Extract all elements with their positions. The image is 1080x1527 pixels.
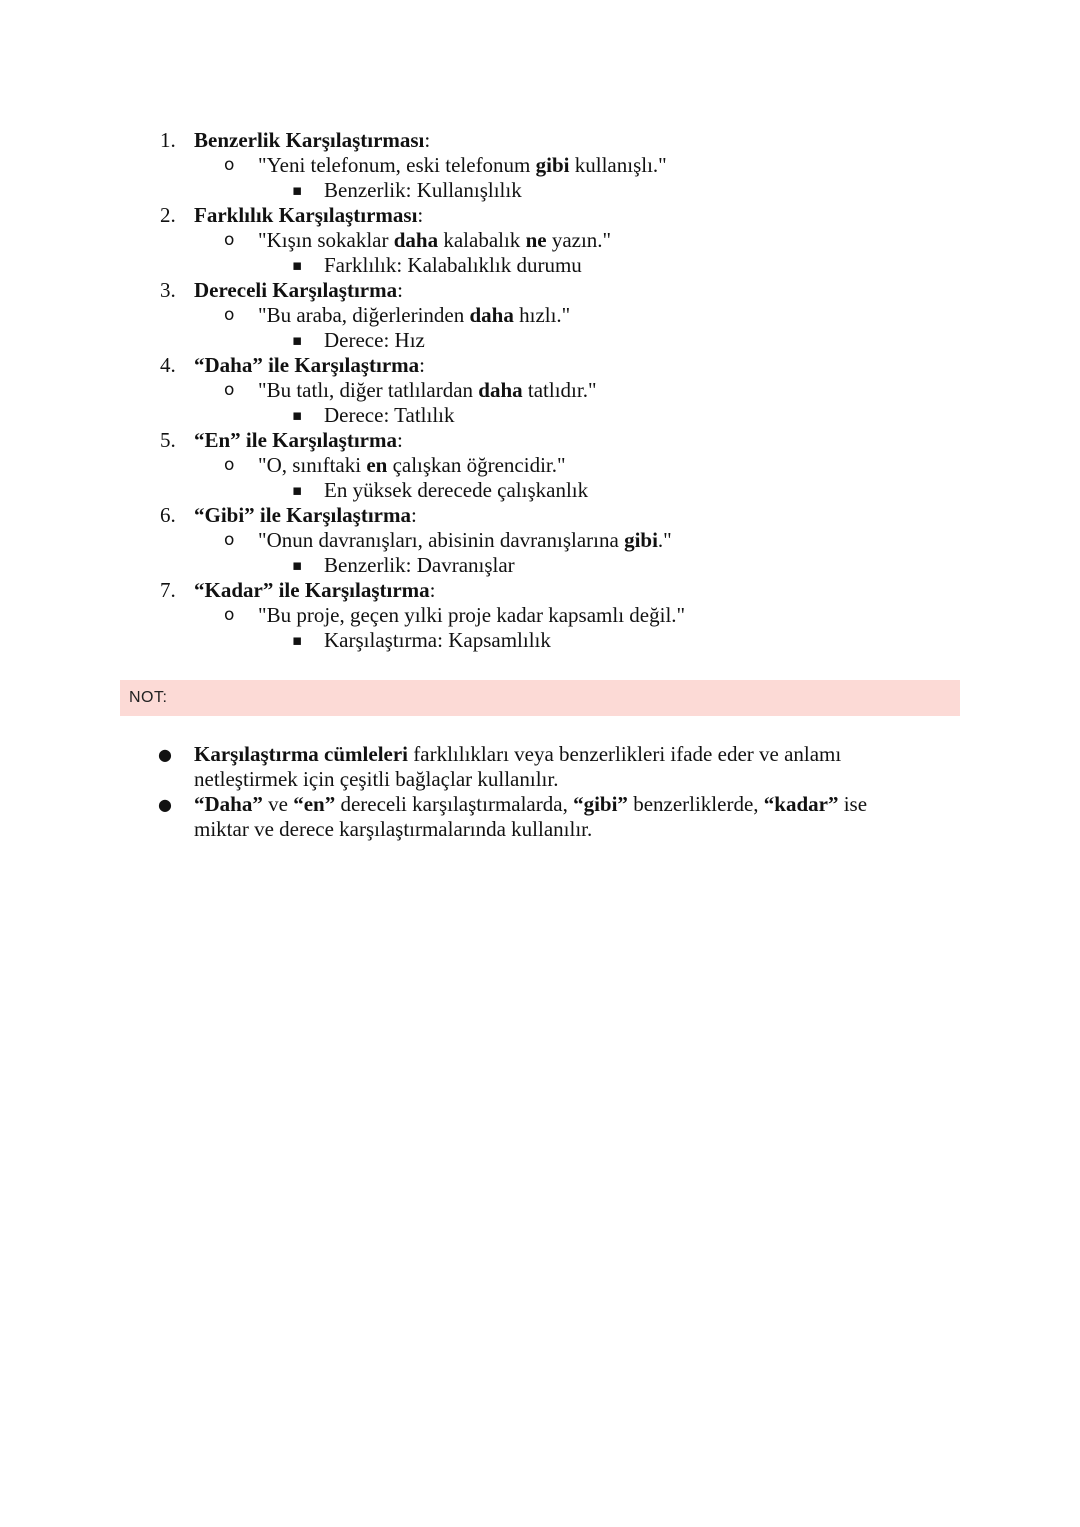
square-bullet-icon: ▪ (292, 256, 303, 274)
text-run: "Bu tatlı, diğer tatlılardan (258, 378, 479, 402)
example-detail (0, 178, 1080, 203)
list-item (0, 578, 1080, 603)
note-banner (120, 680, 960, 716)
bold-text: Farklılık Karşılaştırması (194, 203, 418, 227)
comparison-types-list (0, 128, 1080, 653)
item-heading (194, 203, 423, 228)
note-text (194, 792, 867, 817)
text-run: "Yeni telefonum, eski telefonum (258, 153, 536, 177)
item-number: 4. (160, 353, 176, 377)
list-item (0, 278, 1080, 303)
example-text (258, 603, 685, 628)
square-bullet-icon: ▪ (292, 331, 303, 349)
bold-text: “Gibi” ile Karşılaştırma (194, 503, 411, 527)
circle-bullet-icon: o (224, 230, 235, 250)
text-run: dereceli karşılaştırmalarda, (335, 792, 574, 816)
circle-bullet-icon: o (224, 530, 235, 550)
example-detail (0, 478, 1080, 503)
text-run: kalabalık (438, 228, 526, 252)
list-item (0, 128, 1080, 153)
example-detail (0, 328, 1080, 353)
example-sentence (0, 303, 1080, 328)
note-bullet-line (0, 742, 1080, 767)
item-heading (194, 428, 403, 453)
item-heading (194, 578, 435, 603)
example-sentence (0, 528, 1080, 553)
detail-text: Benzerlik: Kullanışlılık (324, 178, 522, 202)
example-text (258, 153, 667, 178)
example-text (258, 228, 611, 253)
example-sentence (0, 453, 1080, 478)
square-bullet-icon: ▪ (292, 181, 303, 199)
bold-text: en (366, 453, 388, 477)
item-heading (194, 278, 403, 303)
item-heading (194, 128, 430, 153)
detail-text: Derece: Tatlılık (324, 403, 455, 427)
text-run: ve (262, 792, 294, 816)
text-run: "Onun davranışları, abisinin davranışlarına (258, 528, 625, 552)
bold-text: daha (469, 303, 514, 327)
example-text (258, 528, 672, 553)
bold-text: Dereceli Karşılaştırma (194, 278, 398, 302)
disc-bullet-icon: ● (158, 795, 172, 814)
example-sentence (0, 378, 1080, 403)
text-run: ise (838, 792, 868, 816)
example-sentence (0, 603, 1080, 628)
text-run: "Bu proje, geçen yılki proje kadar kapsamlı değil." (258, 603, 686, 627)
circle-bullet-icon: o (224, 455, 235, 475)
detail-text: Derece: Hız (324, 328, 425, 352)
bold-text: daha (393, 228, 439, 252)
list-item (0, 203, 1080, 228)
bold-text: daha (478, 378, 523, 402)
note-bullet-line (0, 817, 1080, 842)
example-sentence (0, 153, 1080, 178)
text-run: : (397, 278, 403, 302)
item-number: 6. (160, 503, 176, 527)
bold-text: gibi (535, 153, 570, 177)
text-run: tatlıdır." (522, 378, 597, 402)
circle-bullet-icon: o (224, 155, 235, 175)
bold-text: ne (525, 228, 547, 252)
bold-text: “Daha” ile Karşılaştırma (194, 353, 420, 377)
text-run: hızlı." (513, 303, 571, 327)
example-detail (0, 403, 1080, 428)
item-number: 1. (160, 128, 176, 152)
item-number: 3. (160, 278, 176, 302)
square-bullet-icon: ▪ (292, 481, 303, 499)
note-bullet-line (0, 767, 1080, 792)
text-run: : (424, 128, 431, 152)
note-text (194, 817, 592, 842)
square-bullet-icon: ▪ (292, 631, 303, 649)
circle-bullet-icon: o (224, 605, 235, 625)
note-bullet-list (0, 742, 1080, 842)
bold-text: “Daha” (194, 792, 263, 816)
list-item (0, 503, 1080, 528)
circle-bullet-icon: o (224, 305, 235, 325)
text-run: : (419, 353, 425, 377)
example-text (258, 378, 597, 403)
example-text (258, 453, 566, 478)
detail-text: Karşılaştırma: Kapsamlılık (324, 628, 551, 652)
detail-text: Benzerlik: Davranışlar (324, 553, 515, 577)
text-run: ." (657, 528, 672, 552)
square-bullet-icon: ▪ (292, 556, 303, 574)
bold-text: “En” ile Karşılaştırma (194, 428, 397, 452)
square-bullet-icon: ▪ (292, 406, 303, 424)
text-run: kullanışlı." (569, 153, 667, 177)
item-heading (194, 353, 425, 378)
list-item (0, 353, 1080, 378)
bold-text: Benzerlik Karşılaştırması (194, 128, 425, 152)
note-text (194, 742, 841, 767)
text-run: "Bu araba, diğerlerinden (258, 303, 470, 327)
detail-text: En yüksek derecede çalışkanlık (324, 478, 589, 502)
bold-text: “en” (293, 792, 336, 816)
text-run: : (397, 428, 403, 452)
text-run: çalışkan öğrencidir." (387, 453, 566, 477)
text-run: "Kışın sokaklar (258, 228, 394, 252)
example-sentence (0, 228, 1080, 253)
bold-text: “gibi” (573, 792, 628, 816)
item-number: 7. (160, 578, 176, 602)
disc-bullet-icon: ● (158, 745, 172, 764)
item-heading (194, 503, 417, 528)
list-item (0, 428, 1080, 453)
text-run: farklılıkları veya benzerlikleri ifade eder ve anlamı (408, 742, 842, 766)
bold-text: “Kadar” ile Karşılaştırma (194, 578, 430, 602)
item-number: 5. (160, 428, 176, 452)
text-run: : (410, 503, 417, 527)
example-detail (0, 553, 1080, 578)
example-detail (0, 628, 1080, 653)
text-run: "O, sınıftaki (258, 453, 367, 477)
text-run: benzerliklerde, (627, 792, 764, 816)
text-run: yazın." (546, 228, 612, 252)
text-run: miktar ve derece karşılaştırmalarında kullanılır. (194, 817, 593, 841)
circle-bullet-icon: o (224, 380, 235, 400)
bold-text: “kadar” (763, 792, 839, 816)
note-text (194, 767, 558, 792)
item-number: 2. (160, 203, 176, 227)
text-run: : (417, 203, 424, 227)
text-run: netleştirmek için çeşitli bağlaçlar kullanılır. (194, 767, 559, 791)
note-label: NOT: (129, 689, 168, 706)
example-text (258, 303, 570, 328)
note-bullet-line (0, 792, 1080, 817)
text-run: : (429, 578, 436, 602)
bold-text: Karşılaştırma cümleleri (194, 742, 409, 766)
detail-text: Farklılık: Kalabalıklık durumu (324, 253, 582, 277)
bold-text: gibi (624, 528, 658, 552)
example-detail (0, 253, 1080, 278)
